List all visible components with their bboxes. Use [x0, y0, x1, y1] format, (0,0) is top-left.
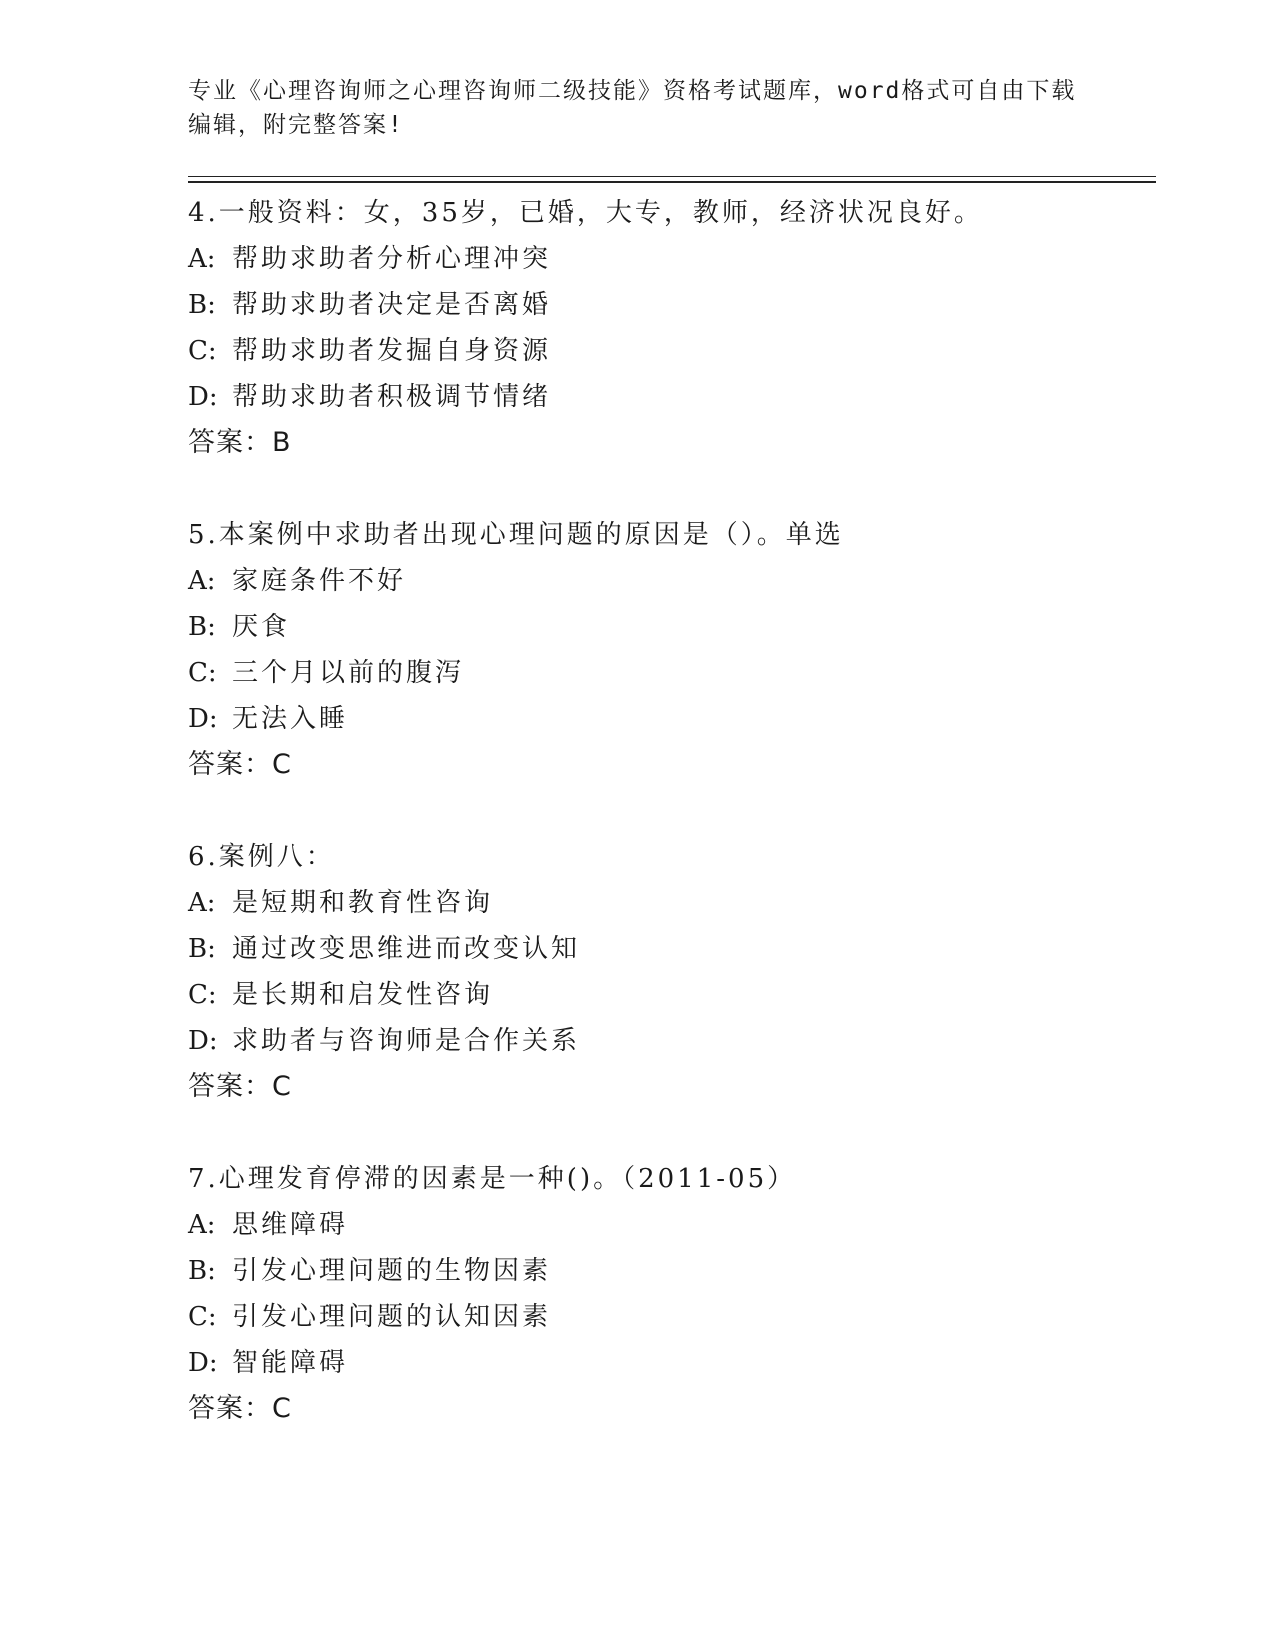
option-c — [188, 328, 1156, 374]
answer-line: 答案：C — [188, 1071, 292, 1102]
option-letter: A: — [188, 566, 216, 596]
option-letter: C: — [188, 658, 217, 688]
option-letter: D: — [188, 382, 218, 412]
question-stem: 6.案例八： — [188, 842, 335, 872]
header-divider-thick — [188, 181, 1156, 183]
option-text: 引发心理问题的生物因素 — [232, 1256, 552, 1286]
option-d — [188, 374, 1156, 420]
option-d — [188, 696, 1156, 742]
option-a — [188, 1202, 1156, 1248]
question-5 — [188, 512, 1156, 788]
option-text: 帮助求助者决定是否离婚 — [232, 290, 552, 320]
option-letter: A: — [188, 1210, 216, 1240]
option-text: 厌食 — [232, 612, 291, 642]
option-letter: C: — [188, 336, 217, 366]
option-text: 帮助求助者发掘自身资源 — [232, 336, 552, 366]
option-text: 通过改变思维进而改变认知 — [232, 934, 581, 964]
option-letter: D: — [188, 1026, 218, 1056]
option-text: 智能障碍 — [232, 1348, 349, 1378]
header-line-1: 专业《心理咨询师之心理咨询师二级技能》资格考试题库，word格式可自由下载 — [188, 78, 1077, 104]
question-list — [188, 190, 1156, 1478]
option-text: 无法入睡 — [232, 704, 349, 734]
question-7 — [188, 1156, 1156, 1432]
option-text: 三个月以前的腹泻 — [232, 658, 465, 688]
question-4 — [188, 190, 1156, 466]
answer-line: 答案：C — [188, 749, 292, 780]
option-letter: C: — [188, 1302, 217, 1332]
option-letter: C: — [188, 980, 217, 1010]
option-a — [188, 558, 1156, 604]
option-b — [188, 1248, 1156, 1294]
option-letter: D: — [188, 704, 218, 734]
option-c — [188, 972, 1156, 1018]
option-text: 引发心理问题的认知因素 — [232, 1302, 552, 1332]
question-stem: 5.本案例中求助者出现心理问题的原因是（）。单选 — [188, 520, 844, 550]
option-text: 是长期和启发性咨询 — [232, 980, 494, 1010]
question-6 — [188, 834, 1156, 1110]
header-divider-thin — [188, 176, 1156, 177]
option-b — [188, 926, 1156, 972]
question-stem: 7.心理发育停滞的因素是一种()。（2011-05） — [188, 1164, 797, 1194]
option-letter: B: — [188, 612, 216, 642]
document-header — [188, 74, 1088, 142]
answer-line: 答案：C — [188, 1393, 292, 1424]
option-b — [188, 282, 1156, 328]
option-d — [188, 1340, 1156, 1386]
option-letter: A: — [188, 888, 216, 918]
option-text: 求助者与咨询师是合作关系 — [232, 1026, 581, 1056]
option-text: 家庭条件不好 — [232, 566, 407, 596]
option-letter: A: — [188, 244, 216, 274]
header-line-2: 编辑，附完整答案! — [188, 112, 404, 138]
answer-line: 答案：B — [188, 427, 292, 458]
option-c — [188, 1294, 1156, 1340]
question-stem: 4.一般资料：女，35岁，已婚，大专，教师，经济状况良好。 — [188, 198, 983, 228]
option-c — [188, 650, 1156, 696]
option-a — [188, 236, 1156, 282]
option-letter: B: — [188, 1256, 216, 1286]
option-d — [188, 1018, 1156, 1064]
option-text: 思维障碍 — [232, 1210, 349, 1240]
option-letter: B: — [188, 934, 216, 964]
option-letter: B: — [188, 290, 216, 320]
option-text: 是短期和教育性咨询 — [232, 888, 494, 918]
option-letter: D: — [188, 1348, 218, 1378]
option-b — [188, 604, 1156, 650]
option-text: 帮助求助者积极调节情绪 — [232, 382, 552, 412]
option-text: 帮助求助者分析心理冲突 — [232, 244, 552, 274]
option-a — [188, 880, 1156, 926]
